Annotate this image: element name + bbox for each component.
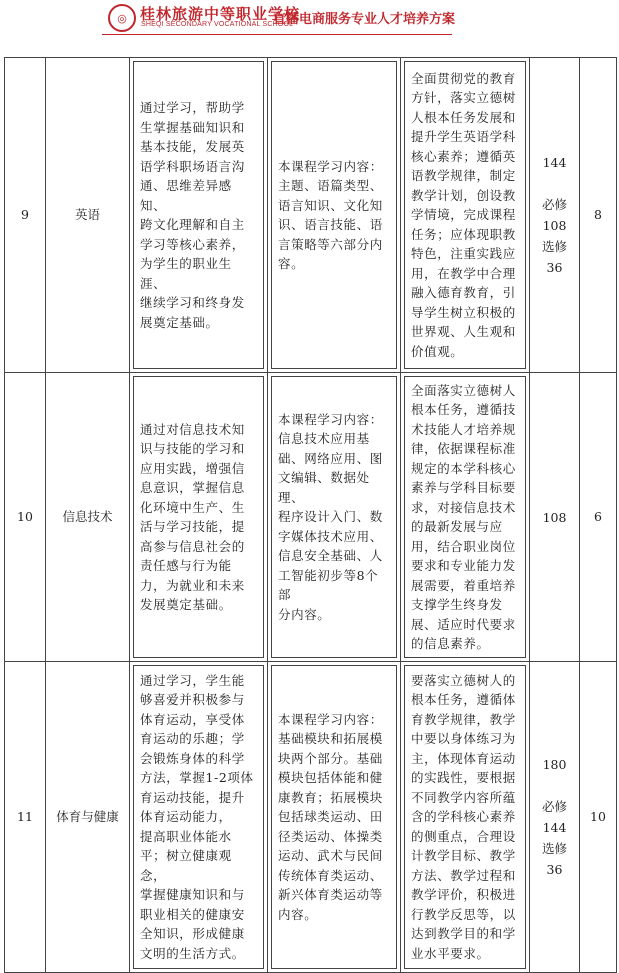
course-objective: 通过学习，学生能 够喜爱并积极参与 体育运动，享受体 育运动的乐趣；学 会锻炼身体的科学 方法，掌握1-2项体 育运动技能，提升 体育运动能力， 提高职业体能水 平；树立健康观念， 掌握健康知识和与 职业相关的健康安 全知识，形成健康 文明的生活方式。 (140, 672, 254, 961)
course-content-cell (268, 662, 401, 973)
course-name: 体育与健康 (46, 662, 130, 973)
course-hours-cell (530, 58, 580, 373)
course-number: 9 (5, 58, 46, 373)
document-title: 直播电商服务专业人才培养方案 (273, 12, 456, 27)
course-objective-cell (130, 58, 268, 373)
school-name-en: SHEQI SECONDARY VOCATIONAL SCHOOL (141, 21, 294, 28)
course-requirements: 全面落实立德树人 根本任务，遵循技 术技能人才培养规 律，依据课程标准 规定的本学科核心 素养与学科目标要 求，对接信息技术 的最新发展与应 用，结合职业岗位 要求和专业能力发 展需要，着重培养 支撑学生终身发 展、适应时代要求 的信息素养。 (411, 382, 516, 651)
course-hours: 144 必修 108 选修 36 (541, 155, 567, 275)
course-objective: 通过对信息技术知 识与技能的学习和 应用实践，增强信 息意识，掌握信息 化环境中生产、生 活与学习技能，提 高参与信息社会的 责任感与行为能 力，为就业和未来 发展奠定基础。 (140, 421, 245, 612)
curriculum-table (4, 57, 617, 973)
course-credit: 8 (580, 58, 617, 373)
course-requirements-cell (401, 373, 530, 662)
course-hours-cell (530, 662, 580, 973)
school-logo-icon: ◎ (108, 4, 136, 32)
course-hours: 108 (542, 509, 567, 525)
course-requirements-cell (401, 58, 530, 373)
course-content-cell (268, 373, 401, 662)
course-credit: 10 (580, 662, 617, 973)
course-hours: 180 必修 144 选修 36 (541, 757, 567, 877)
course-credit: 6 (580, 373, 617, 662)
course-objective: 通过学习，帮助学 生掌握基础知识和 基本技能，发展英 语学科职场语言沟 通、思维差异感知、 跨文化理解和自主 学习等核心素养， 为学生的职业生涯、 继续学习和终身发 展奠定基础。 (140, 100, 245, 330)
course-content: 本课程学习内容： 主题、语篇类型、 语言知识、文化知 识、语言技能、语 言策略等六部分内 容。 (278, 158, 383, 271)
course-number: 11 (5, 662, 46, 973)
page-header (0, 0, 619, 40)
course-requirements-cell (401, 662, 530, 973)
header-divider (102, 34, 452, 35)
course-content-cell (268, 58, 401, 373)
table-row (5, 373, 617, 662)
course-name: 英语 (46, 58, 130, 373)
table-row (5, 662, 617, 973)
school-name-cn: 桂林旅游中等职业学校 (140, 5, 301, 23)
course-hours-cell (530, 373, 580, 662)
course-number: 10 (5, 373, 46, 662)
table-row (5, 58, 617, 373)
course-requirements: 要落实立德树人的 根本任务，遵循体 育教学规律，教学 中要以身体练习为 主，体现体育运动 的实践性，要根据 不同教学内容所蕴 含的学科核心素养 的侧重点，合理设 计教学目标、教学 方法、教学过程和 教学评价，积极进 行教学反思等，以 达到教学目的和学 业水平要求。 (411, 672, 516, 961)
course-content: 本课程学习内容： 信息技术应用基 础、网络应用、图 文编辑、数据处理、 程序设计入门、数 字媒体技术应用、 信息安全基础、人 工智能初步等8个部 分内容。 (278, 411, 383, 622)
course-objective-cell (130, 373, 268, 662)
course-name: 信息技术 (46, 373, 130, 662)
course-objective-cell (130, 662, 268, 973)
course-requirements: 全面贯彻党的教育 方针，落实立德树 人根本任务发展和 提升学生英语学科 核心素养；遵循英 语教学规律，制定 教学计划，创设教 学情境，完成课程 任务；应体现职教 特色，注重实践应 用，在教学中合理 融入德育教育，引 导学生树立积极的 世界观、人生观和 价值观。 (411, 70, 516, 359)
course-content: 本课程学习内容： 基础模块和拓展模 块两个部分。基础 模块包括体能和健 康教育；拓展模块 包括球类运动、田 径类运动、体操类 运动、武术与民间 传统体育类运动、 新兴体育类运动等 内容。 (278, 711, 383, 922)
